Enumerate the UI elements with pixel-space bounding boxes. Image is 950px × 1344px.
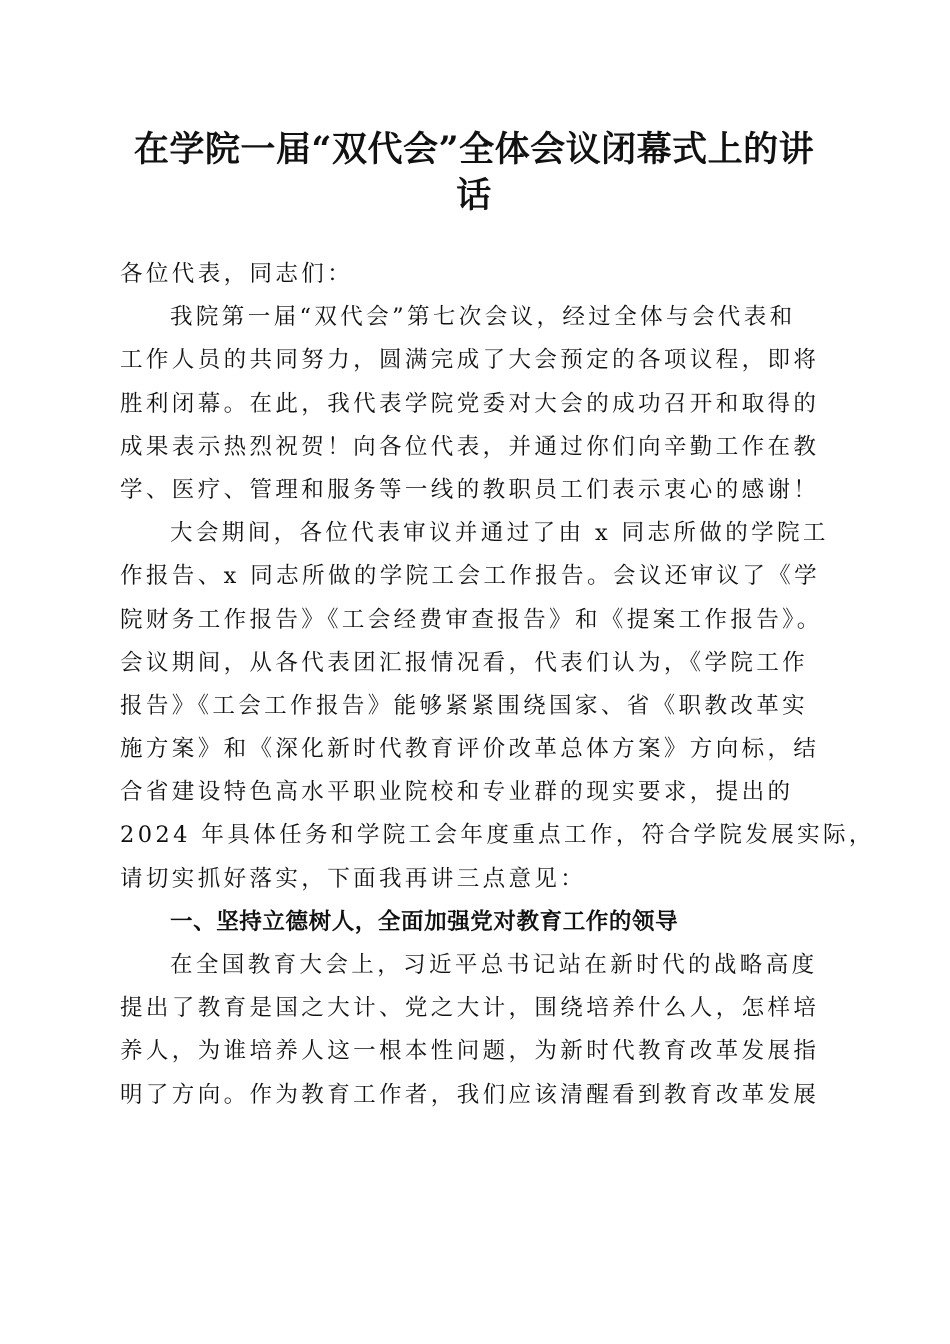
paragraph-3-line: 提出了教育是国之大计、党之大计，围绕培养什么人，怎样培 xyxy=(120,995,820,1022)
section-1-heading: 一、坚持立德树人，全面加强党对教育工作的领导 xyxy=(170,908,679,935)
paragraph-2-line: 报告》《工会工作报告》能够紧紧围绕国家、省《职教改革实 xyxy=(120,692,809,719)
paragraph-2-line: 院财务工作报告》《工会经费审查报告》和《提案工作报告》。 xyxy=(120,606,823,633)
document-body xyxy=(120,253,875,1117)
paragraph-1-line: 工作人员的共同努力，圆满完成了大会预定的各项议程，即将 xyxy=(120,347,820,374)
document-title xyxy=(110,127,838,219)
paragraph-1-line: 成果表示热烈祝贺！向各位代表，并通过你们向辛勤工作在教 xyxy=(120,433,820,460)
salutation: 各位代表，同志们： xyxy=(120,261,354,287)
paragraph-1-line: 学、医疗、管理和服务等一线的教职员工们表示衷心的感谢！ xyxy=(120,476,820,503)
paragraph-2-line: 施方案》和《深化新时代教育评价改革总体方案》方向标，结 xyxy=(120,736,820,763)
paragraph-3-line: 养人，为谁培养人这一根本性问题，为新时代教育改革发展指 xyxy=(120,1038,820,1065)
paragraph-2-line: 大会期间，各位代表审议并通过了由 x 同志所做的学院工 xyxy=(170,520,829,547)
title-line: 话 xyxy=(456,175,492,216)
paragraph-2-line: 作报告、x 同志所做的学院工会工作报告。会议还审议了《学 xyxy=(120,563,821,590)
paragraph-3-line: 在全国教育大会上，习近平总书记站在新时代的战略高度 xyxy=(170,952,818,978)
title-line: 在学院一届“双代会”全体会议闭幕式上的讲 xyxy=(133,129,815,170)
paragraph-2-line: 合省建设特色高水平职业院校和专业群的现实要求，提出的 xyxy=(120,779,794,806)
paragraph-2-line: 会议期间，从各代表团汇报情况看，代表们认为，《学院工作 xyxy=(120,649,809,676)
paragraph-2-line: 请切实抓好落实，下面我再讲三点意见： xyxy=(120,865,587,892)
paragraph-1-line: 胜利闭幕。在此，我代表学院党委对大会的成功召开和取得的 xyxy=(120,390,820,417)
paragraph-3-line: 明了方向。作为教育工作者，我们应该清醒看到教育改革发展 xyxy=(120,1081,820,1108)
paragraph-2-line: 2024 年具体任务和学院工会年度重点工作，符合学院发展实际， xyxy=(120,822,875,849)
paragraph-1-line: 我院第一届“双代会”第七次会议，经过全体与会代表和 xyxy=(170,304,796,331)
